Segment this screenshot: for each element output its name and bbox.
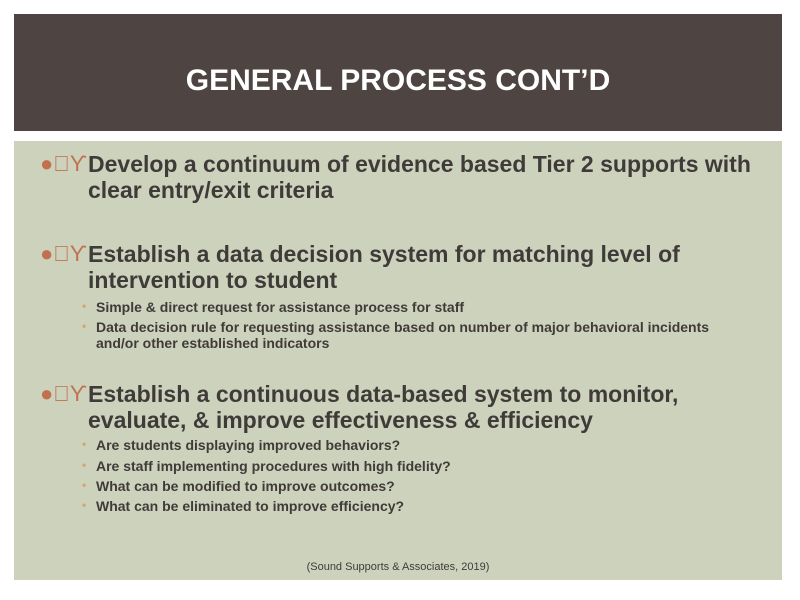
sub-bullet (82, 437, 736, 453)
bullet-marker-icon: ● ϒ (40, 241, 77, 266)
sub-bullet-text: Simple & direct request for assistance process for staff (96, 299, 465, 315)
slide-title: GENERAL PROCESS CONT’D (185, 63, 611, 97)
bullet-marker-icon: ● ϒ (40, 151, 77, 176)
sub-bullet-dot-icon: • (82, 299, 87, 313)
bullet-text: Develop a continuum of evidence based Tier 2 supports with clear entry/exit criteria (88, 151, 751, 203)
bullet-2 (40, 241, 760, 293)
sub-bullet (82, 458, 736, 474)
sub-bullet-text: What can be eliminated to improve efficiency? (96, 498, 405, 514)
bullet-3 (40, 381, 760, 433)
sub-bullet-dot-icon: • (82, 458, 87, 472)
sub-bullet-dot-icon: • (82, 478, 87, 492)
sub-bullet-text: Are staff implementing procedures with high fidelity? (96, 458, 451, 474)
sub-bullet (82, 478, 736, 494)
title-bar (14, 14, 782, 131)
bullet-text: Establish a continuous data-based system to monitor, evaluate, & improve effectiveness & efficiency (88, 381, 679, 433)
sub-bullet-dot-icon: • (82, 498, 87, 512)
bullet-marker-icon: ● ϒ (40, 381, 77, 406)
sub-bullet (82, 319, 736, 351)
bullet-1 (40, 151, 760, 203)
citation: (Sound Supports & Associates, 2019) (306, 561, 490, 573)
sub-bullet-dot-icon: • (82, 319, 87, 333)
sub-bullet-text: Data decision rule for requesting assistance based on number of major behavioral incidents and/or other established indicators (96, 319, 710, 351)
sub-bullet (82, 299, 736, 315)
sub-bullet (82, 498, 736, 514)
content-panel (14, 141, 782, 580)
sub-bullet-dot-icon: • (82, 437, 87, 451)
bullet-text: Establish a data decision system for matching level of intervention to student (88, 241, 680, 293)
sub-bullet-text: Are students displaying improved behaviors? (96, 437, 401, 453)
sub-bullet-text: What can be modified to improve outcomes? (96, 478, 395, 494)
